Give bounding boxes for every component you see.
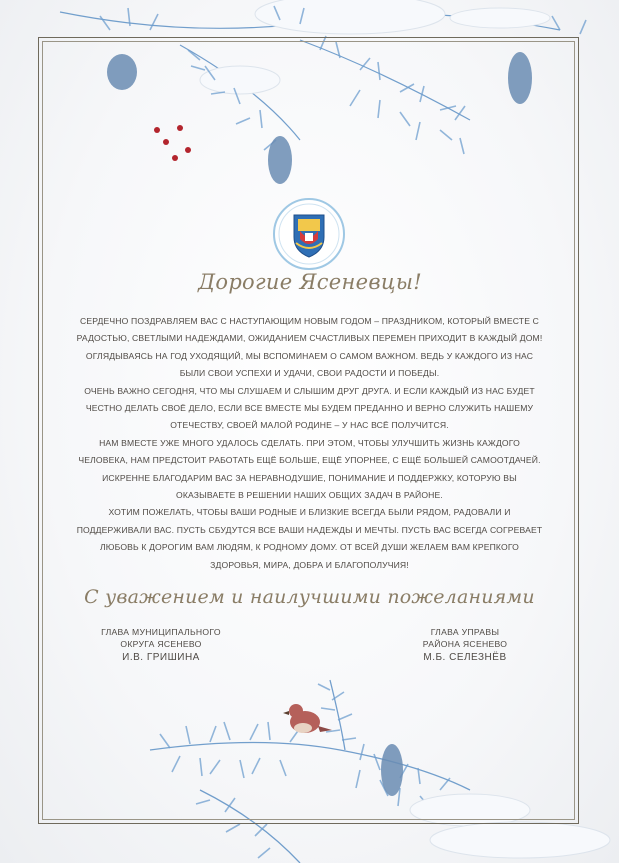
signature-name: И.В. ГРИШИНА: [122, 652, 200, 663]
salutation: Дорогие Ясеневцы!: [198, 270, 422, 294]
yasenevo-coat-of-arms-icon: [272, 197, 346, 271]
body-line: ОГЛЯДЫВАЯСЬ НА ГОД УХОДЯЩИЙ, МЫ ВСПОМИНАЕМ О САМОМ ВАЖНОМ. ВЕДЬ У КАЖДОГО ИЗ НАС: [85, 350, 534, 361]
signature-title: ГЛАВА МУНИЦИПАЛЬНОГО: [101, 627, 221, 637]
body-line: ПОДДЕРЖИВАЛИ ВАС. ПУСТЬ СБУДУТСЯ ВСЕ ВАШИ НАДЕЖДЫ И МЕЧТЫ. ПУСТЬ ВАС ВСЕГДА СОГРЕВАЕТ: [76, 524, 543, 535]
body-line: ЛЮБОВЬ К ДОРОГИМ ВАМ ЛЮДЯМ, К РОДНОМУ ДОМУ. ОТ ВСЕЙ ДУШИ ЖЕЛАЕМ ВАМ КРЕПКОГО: [100, 542, 519, 553]
body-line: ОКАЗЫВАЕТЕ В РЕШЕНИИ НАШИХ ОБЩИХ ЗАДАЧ В РАЙОНЕ.: [176, 490, 443, 501]
signature-title: РАЙОНА ЯСЕНЕВО: [422, 638, 508, 649]
body-line: ЧЕСТНО ДЕЛАТЬ СВОЁ ДЕЛО, ЕСЛИ ВСЕ ВМЕСТЕ МЫ БУДЕМ ПРЕДАННО И ВЕРНО СЛУЖИТЬ НАШЕМУ: [85, 403, 534, 414]
signature-right: [405, 627, 525, 665]
body-line: СЕРДЕЧНО ПОЗДРАВЛЯЕМ ВАС С НАСТУПАЮЩИМ НОВЫМ ГОДОМ – ПРАЗДНИКОМ, КОТОРЫЙ ВМЕСТЕ С: [80, 316, 539, 326]
signature-left: [96, 627, 226, 665]
signature-title: ГЛАВА УПРАВЫ: [430, 627, 500, 637]
body-line: ИСКРЕННЕ БЛАГОДАРИМ ВАС ЗА НЕРАВНОДУШИЕ, ПОНИМАНИЕ И ПОДДЕРЖКУ, КОТОРУЮ ВЫ: [102, 472, 517, 483]
closing-phrase: С уважением и наилучшими пожеланиями: [84, 586, 535, 608]
body-line: НАМ ВМЕСТЕ УЖЕ МНОГО УДАЛОСЬ СДЕЛАТЬ. ПРИ ЭТОМ, ЧТОБЫ УЛУЧШИТЬ ЖИЗНЬ КАЖДОГО: [99, 437, 520, 448]
body-line: ОЧЕНЬ ВАЖНО СЕГОДНЯ, ЧТО МЫ СЛУШАЕМ И СЛЫШИМ ДРУГ ДРУГА. И ЕСЛИ КАЖДЫЙ ИЗ НАС БУДЕТ: [84, 385, 535, 396]
signature-name: М.Б. СЕЛЕЗНЁВ: [423, 652, 507, 663]
signature-title: ОКРУГА ЯСЕНЕВО: [120, 638, 202, 649]
body-line: БЫЛИ СВОИ УСПЕХИ И УДАЧИ, СВОИ РАДОСТИ И ПОБЕДЫ.: [179, 368, 440, 379]
greeting-body: [70, 313, 549, 574]
body-line: ХОТИМ ПОЖЕЛАТЬ, ЧТОБЫ ВАШИ РОДНЫЕ И БЛИЗКИЕ ВСЕГДА БЫЛИ РЯДОМ, РАДОВАЛИ И: [108, 507, 511, 518]
body-line: РАДОСТЬЮ, СВЕТЛЫМИ НАДЕЖДАМИ, ОЖИДАНИЕМ СЧАСТЛИВЫХ ПЕРЕМЕН ПРИХОДИТ В КАЖДЫЙ ДОМ!: [76, 333, 543, 344]
body-line: ЧЕЛОВЕКА, НАМ ПРЕДСТОИТ РАБОТАТЬ ЕЩЁ БОЛЬШЕ, ЕЩЁ УПОРНЕЕ, С ЕЩЁ БОЛЬШЕЙ САМООТДАЧЕЙ.: [78, 455, 541, 466]
body-line: ЗДОРОВЬЯ, МИРА, ДОБРА И БЛАГОПОЛУЧИЯ!: [210, 559, 409, 570]
body-line: ОТЕЧЕСТВУ, СВОЕЙ МАЛОЙ РОДИНЕ – У НАС ВСЁ ПОЛУЧИТСЯ.: [170, 420, 449, 431]
